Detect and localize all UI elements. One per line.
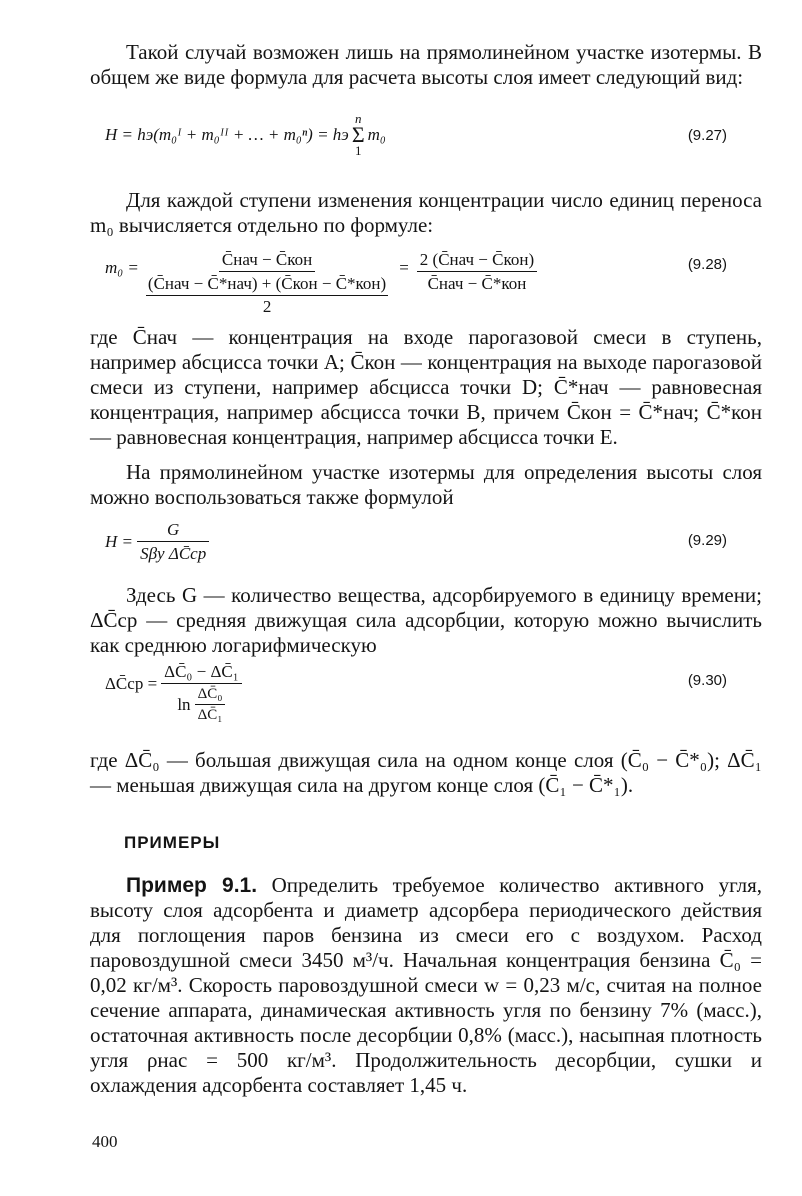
denominator-divisor: 2 bbox=[262, 297, 272, 316]
equation-number-9-30: (9.30) bbox=[687, 672, 727, 689]
example-9-1 bbox=[90, 873, 762, 1098]
formula-9-29 bbox=[105, 517, 767, 567]
log-ratio-numerator: ΔC̄₀ bbox=[195, 686, 226, 705]
fraction-9-29-numerator: G bbox=[137, 520, 209, 542]
formula-9-28 bbox=[105, 250, 767, 314]
sum-upper-limit: n bbox=[354, 111, 362, 126]
equation-number-9-28: (9.28) bbox=[687, 256, 727, 273]
fraction-9-28-right bbox=[417, 250, 537, 294]
sum-sign: Σ bbox=[351, 122, 365, 147]
fraction-9-28-right-numerator: 2 (C̄нач − C̄кон) bbox=[417, 250, 537, 272]
formula-9-30 bbox=[105, 662, 767, 734]
fraction-9-30-denominator bbox=[174, 684, 228, 724]
fraction-9-28-left-numerator: C̄нач − C̄кон bbox=[219, 250, 315, 272]
sum-lower-limit: 1 bbox=[354, 143, 362, 158]
formula-9-30-lhs: ΔC̄ср = bbox=[105, 674, 158, 693]
paragraph-force-definitions: где ΔC̄₀ — большая движущая сила на одном конце слоя (C̄₀ − C̄*₀); ΔC̄₁ — меньшая движущая сила на другом конце слоя (C̄₁ − C̄*₁). bbox=[90, 748, 762, 797]
summation bbox=[352, 113, 365, 157]
log-ratio-denominator: ΔC̄₁ bbox=[197, 707, 223, 723]
paragraph-transfer-units: Для каждой ступени изменения концентрации число единиц переноса m₀ вычисляется отдельно по формуле: bbox=[90, 188, 762, 237]
formula-9-27 bbox=[105, 111, 767, 158]
fraction-9-28-right-denominator: C̄нач − C̄*кон bbox=[427, 274, 527, 293]
fraction-9-28-left-denominator bbox=[143, 272, 391, 317]
paragraph-notation: где C̄нач — концентрация на входе парогазовой смеси в ступень, например абсцисса точки A; C̄кон — концентрация на выходе парогазовой смеси из ступени, например абсцисса точки D; C̄*нач — равновесная концентрация, например абсцисса точки B, причем C̄кон = C̄*нач; C̄*кон — равновесная концентрация, например абсцисса точки E. bbox=[90, 325, 762, 449]
fraction-9-30-numerator: ΔC̄₀ − ΔC̄₁ bbox=[161, 662, 241, 684]
denominator-sum: (C̄нач − C̄*нач) + (C̄кон − C̄*кон) bbox=[146, 274, 388, 296]
fraction-9-28-left bbox=[143, 250, 391, 317]
fraction-9-30 bbox=[161, 662, 241, 724]
fraction-9-29-denominator: Sβy ΔC̄ср bbox=[140, 544, 207, 563]
natural-log: ln bbox=[177, 695, 191, 714]
example-text: Определить требуемое количество активного угля, высоту слоя адсорбента и диаметр адсорбера периодического действия для поглощения паров бензина из смеси его с воздухом. Расход паровоздушной смеси 3450 м³/ч. Начальная концентрация бензина C̄₀ = 0,02 кг/м³. Скорость паровоздушной смеси w = 0,23 м/с, считая на полное сечение аппарата, динамическая активность угля по бензину 7% (масс.), остаточная активность после десорбции 0,8% (масс.), насыпная плотность угля ρнас = 500 кг/м³. Продолжительность десорбции, сушки и охлаждения адсорбента составляет 1,45 ч. bbox=[90, 873, 763, 1097]
paragraph-linear-section: На прямолинейном участке изотермы для определения высоты слоя можно воспользоваться также формулой bbox=[90, 460, 762, 509]
fraction-9-29 bbox=[137, 520, 209, 564]
example-label: Пример 9.1. bbox=[126, 874, 258, 897]
formula-9-29-lhs: H = bbox=[105, 532, 133, 551]
formula-9-27-term: m₀ bbox=[367, 125, 386, 144]
paragraph-driving-force: Здесь G — количество вещества, адсорбируемого в единицу времени; ΔC̄ср — средняя движущая сила адсорбции, которую можно вычислить как среднюю логарифмическую bbox=[90, 583, 762, 657]
formula-9-28-lhs: m₀ = bbox=[105, 258, 139, 277]
equation-number-9-29: (9.29) bbox=[687, 532, 727, 549]
formula-9-27-lhs: H = hэ(m₀ᴵ + m₀ᴵᴵ + … + m₀ⁿ) = hэ bbox=[105, 125, 349, 144]
formula-9-28-equals: = bbox=[399, 258, 409, 277]
page-number: 400 bbox=[92, 1132, 118, 1151]
log-ratio bbox=[195, 686, 226, 724]
paragraph-intro: Такой случай возможен лишь на прямолинейном участке изотермы. В общем же виде формула для расчета высоты слоя имеет следующий вид: bbox=[90, 40, 762, 89]
equation-number-9-27: (9.27) bbox=[687, 127, 727, 144]
section-heading-examples: ПРИМЕРЫ bbox=[124, 833, 221, 852]
